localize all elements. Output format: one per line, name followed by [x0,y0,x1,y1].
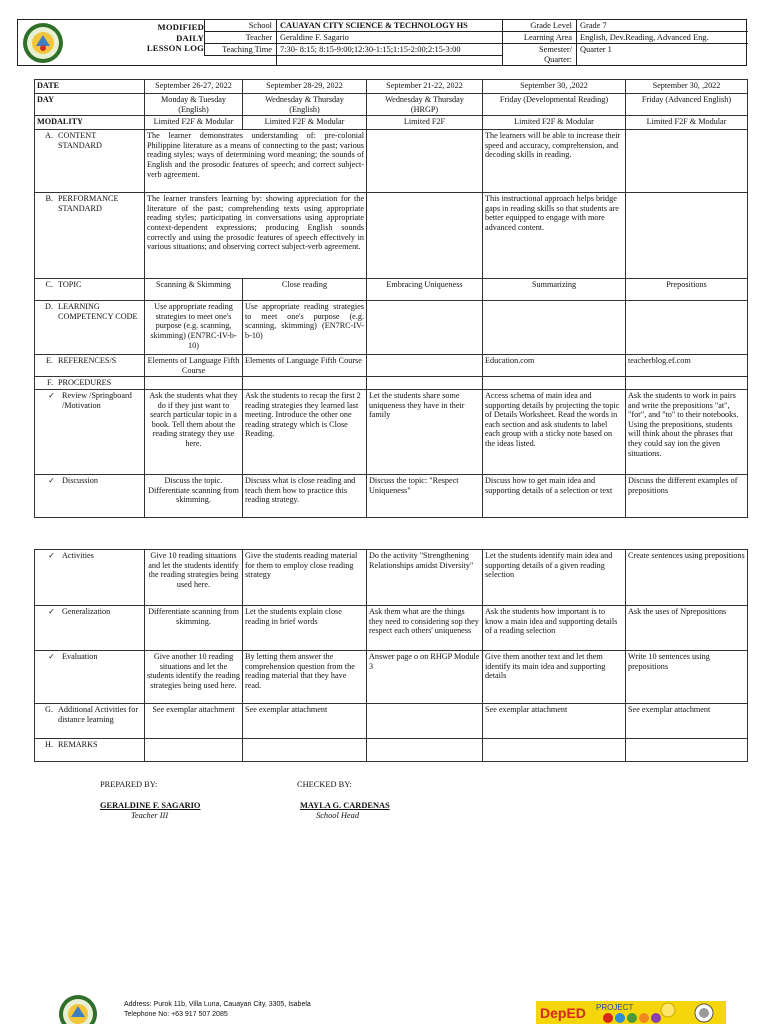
remarks-row [35,739,748,762]
teaching-time-label: Teaching Time [222,45,272,54]
row-label-text: LEARNING COMPETENCY CODE [58,302,138,321]
modality-cell: Limited F2F & Modular [243,116,367,130]
references-cell: Elements of Language Fifth Course [145,355,243,377]
discussion-cell: Discuss the topic. Differentiate scanning from skimming. [145,474,243,517]
school-seal-logo [22,22,64,64]
procedures-cell [483,377,626,390]
date-cell: September 30, ,2022 [626,80,748,94]
date-cell: September 21-22, 2022 [367,80,483,94]
review-cell: Let the students share some uniqueness they have in their family [367,389,483,474]
generalization-cell: Let the students explain close reading in brief words [243,606,367,651]
activities-cell: Create sentences using prepositions [626,550,748,606]
grade-level-value: Grade 7 [580,21,607,30]
row-label [35,377,145,390]
day-label: DAY [35,94,145,116]
additional-activities-cell [367,704,483,739]
competency-row [35,301,748,355]
performance-standard-cell [367,193,483,279]
modality-cell: Limited F2F & Modular [626,116,748,130]
day-cell: Friday (Advanced English) [626,94,748,116]
evaluation-cell: Write 10 sentences using prepositions [626,651,748,704]
activities-cell: Give the students reading material for them to employ close reading strategy [243,550,367,606]
competency-cell: Use appropriate reading strategies to meet one's purpose (e.g. scanning, skimming) (EN7RC-IV-b-10) [243,301,367,355]
checkmark-icon: ✓ [48,551,55,560]
row-label [35,606,145,651]
prepared-by-label: PREPARED BY: [100,780,158,789]
evaluation-cell: By letting them answer the comprehension question from the reading material that they have read. [243,651,367,704]
competency-cell [483,301,626,355]
row-label-text: Discussion [62,475,98,485]
checkmark-icon: ✓ [48,390,55,400]
divider [204,20,205,55]
references-cell [367,355,483,377]
learning-area-label: Learning Area [523,33,572,42]
performance-standard-cell [626,193,748,279]
discussion-cell: Discuss how to get main idea and supporting details of a selection or text [483,474,626,517]
row-letter: D. [45,302,53,312]
content-standard-cell: The learner demonstrates understanding of: pre-colonial Philippine literature as a means of connecting to the past; various reading styles; ways of determining word meaning; the sounds of English and the prosodic features of speech; and correct subject-verb agreement. [145,130,367,193]
project-text: PROJECT [596,1003,634,1012]
day-row [35,94,748,116]
divider [502,43,748,44]
references-cell: Elements of Language Fifth Course [243,355,367,377]
checked-by-name: MAYLA G. CARDENAS [300,801,390,810]
teaching-time-value: 7:30- 8:15; 8:15-9:00;12:30-1:15;1:15-2:00;2:15-3:00 [280,45,461,54]
discussion-row [35,474,748,517]
date-label: DATE [35,80,145,94]
lesson-log-header [17,19,747,66]
content-standard-cell: The learners will be able to increase their speed and accuracy, comprehension, and decoding skills in reading. [483,130,626,193]
row-letter: E. [45,356,53,366]
row-label-text: Activities [62,551,94,560]
row-label-text: Additional Activities for distance learning [58,705,139,724]
modality-cell: Limited F2F & Modular [145,116,243,130]
row-label [35,193,145,279]
day-cell: Wednesday & Thursday (English) [243,94,367,116]
competency-cell [367,301,483,355]
teacher-value: Geraldine F. Sagario [280,33,349,42]
topic-cell: Scanning & Skimming [145,279,243,301]
row-label-text: Evaluation [62,652,98,661]
row-label [35,279,145,301]
day-cell: Monday & Tuesday (English) [145,94,243,116]
generalization-cell: Ask the uses of Nprepositions [626,606,748,651]
additional-activities-cell: See exemplar attachment [483,704,626,739]
row-letter: G. [45,705,53,714]
procedures-cell [626,377,748,390]
row-label-text: Generalization [62,607,111,616]
row-label-text: TOPIC [58,280,82,290]
activities-cell: Give 10 reading situations and let the students identify the reading strategies being used here. [145,550,243,606]
row-letter: F. [47,378,53,388]
school-value: CAUAYAN CITY SCIENCE & TECHNOLOGY HS [280,21,468,30]
quarter-label: Quarter: [544,55,572,64]
modality-cell: Limited F2F & Modular [483,116,626,130]
day-cell: Wednesday & Thursday (HRGP) [367,94,483,116]
procedures-cell [145,377,243,390]
additional-activities-row [35,704,748,739]
generalization-cell: Ask them what are the things they need to considering sop they respect each others' uniqueness [367,606,483,651]
row-label [35,301,145,355]
performance-standard-row [35,193,748,279]
date-cell: September 26-27, 2022 [145,80,243,94]
remarks-cell [145,739,243,762]
references-cell: teacherblog.ef.com [626,355,748,377]
activities-row [35,550,748,606]
generalization-row [35,606,748,651]
discussion-cell: Discuss what is close reading and teach them how to practice this reading strategy. [243,474,367,517]
row-label-text: PROCEDURES [58,378,112,388]
deped-project-logo [536,1001,726,1024]
additional-activities-cell: See exemplar attachment [626,704,748,739]
topic-cell: Close reading [243,279,367,301]
deped-text: DepED [540,1005,586,1021]
row-label-text: REMARKS [58,740,98,749]
checked-by-role: School Head [316,811,360,820]
procedures-cell [243,377,367,390]
performance-standard-cell: This instructional approach helps bridge gaps in reading skills so that students are better equipped to engage with more advanced content. [483,193,626,279]
teacher-label: Teacher [245,33,272,42]
competency-cell [626,301,748,355]
date-cell: September 30, ,2022 [483,80,626,94]
generalization-cell: Differentiate scanning from skimming. [145,606,243,651]
topic-cell: Summarizing [483,279,626,301]
evaluation-cell: Give them another text and let them identify its main idea and supporting details [483,651,626,704]
additional-activities-cell: See exemplar attachment [145,704,243,739]
content-standard-row [35,130,748,193]
content-standard-cell [626,130,748,193]
divider [204,43,502,44]
procedures-cell [367,377,483,390]
content-standard-cell [367,130,483,193]
row-label [35,651,145,704]
prepared-by-name: GERALDINE F. SAGARIO [100,801,201,810]
review-row [35,389,748,474]
grade-level-label: Grade Level [530,21,572,30]
modality-label: MODALITY [35,116,145,130]
remarks-cell [626,739,748,762]
row-label [35,474,145,517]
activities-cell: Let the students identify main idea and supporting details of a given reading selection [483,550,626,606]
title-line-3: LESSON LOG [146,43,204,53]
row-label-text: CONTENT STANDARD [58,131,102,150]
row-label [35,550,145,606]
row-label [35,389,145,474]
lesson-plan-table [34,79,748,518]
review-cell: Ask the students what they do if they just want to search particular topic in a book. Tell them about the reading strategy they use here. [145,389,243,474]
row-label-text: PERFORMANCE STANDARD [58,194,119,213]
lesson-plan-table-continued [34,549,748,762]
activities-cell: Do the activity "Strengthening Relationships amidst Diversity" [367,550,483,606]
semester-label: Semester/ [538,45,572,54]
footer-telephone: Telephone No: +63 917 507 2085 [124,1011,228,1018]
topic-cell: Embracing Uniqueness [367,279,483,301]
evaluation-cell: Give another 10 reading situations and let the students identify the reading strategies being used here. [145,651,243,704]
review-cell: Ask the students to work in pairs and write the prepositions "at", "for", and "to" to their notebooks. Using the prepositions, students will think about the phrases that they could say ion the given situations. [626,389,748,474]
school-seal-logo [58,994,98,1024]
footer-address: Address: Purok 11b, Villa Luna, Cauayan City, 3305, Isabela [124,1001,311,1008]
day-cell: Friday (Developmental Reading) [483,94,626,116]
procedures-row [35,377,748,390]
divider [204,31,502,32]
competency-cell: Use appropriate reading strategies to meet one's purpose (e.g. scanning, skimming) (EN7RC-IV-b-10) [145,301,243,355]
references-cell: Education.com [483,355,626,377]
additional-activities-cell: See exemplar attachment [243,704,367,739]
checkmark-icon: ✓ [48,652,55,661]
topic-row [35,279,748,301]
school-label: School [248,21,272,30]
quarter-value: Quarter 1 [580,45,612,54]
row-letter: A. [45,131,53,141]
discussion-cell: Discuss the topic: "Respect Uniqueness" [367,474,483,517]
row-label [35,739,145,762]
topic-cell: Prepositions [626,279,748,301]
review-cell: Ask the students to recap the first 2 reading strategies they learned last meeting. Introduce the other one reading strategy which is Close Reading. [243,389,367,474]
divider [502,31,748,32]
learning-area-value: English, Dev.Reading, Advanced Eng. [580,33,709,42]
divider [204,55,502,56]
modality-row [35,116,748,130]
evaluation-row [35,651,748,704]
row-letter: B. [45,194,53,204]
date-cell: September 28-29, 2022 [243,80,367,94]
title-line-1: MODIFIED [157,22,204,32]
generalization-cell: Ask the students how important is to know a main idea and supporting details of a reading selection [483,606,626,651]
row-label-text: REFERENCES/S [58,356,117,366]
row-label [35,130,145,193]
remarks-cell [367,739,483,762]
checkmark-icon: ✓ [48,475,55,485]
prepared-by-role: Teacher III [131,811,169,820]
discussion-cell: Discuss the different examples of prepositions [626,474,748,517]
modality-cell: Limited F2F [367,116,483,130]
row-letter: C. [45,280,53,290]
remarks-cell [483,739,626,762]
row-letter: H. [45,740,53,749]
lesson-log-title [108,22,204,54]
performance-standard-cell: The learner transfers learning by: showing appreciation for the literature of the past; comprehending texts using appropriate reading styles; participating in conversations using appropriate context-dependent expressions; producing English sounds correctly and using the prosodic features of speech effectively in various situations; and observing correct subject-verb agreement. [145,193,367,279]
row-label [35,704,145,739]
references-row [35,355,748,377]
review-cell: Access schema of main idea and supporting details by projecting the topic of Details Worksheet. Read the words in each section and ask students to label each group with a sticky note based on the ideas listed. [483,389,626,474]
checked-by-label: CHECKED BY: [297,780,352,789]
date-row [35,80,748,94]
title-line-2: DAILY [176,32,204,43]
footer-contact [124,1000,311,1020]
row-label [35,355,145,377]
evaluation-cell: Answer page o on RHGP Module 3 [367,651,483,704]
checkmark-icon: ✓ [48,607,55,616]
row-label-text: Review /Springboard /Motivation [62,390,132,410]
remarks-cell [243,739,367,762]
